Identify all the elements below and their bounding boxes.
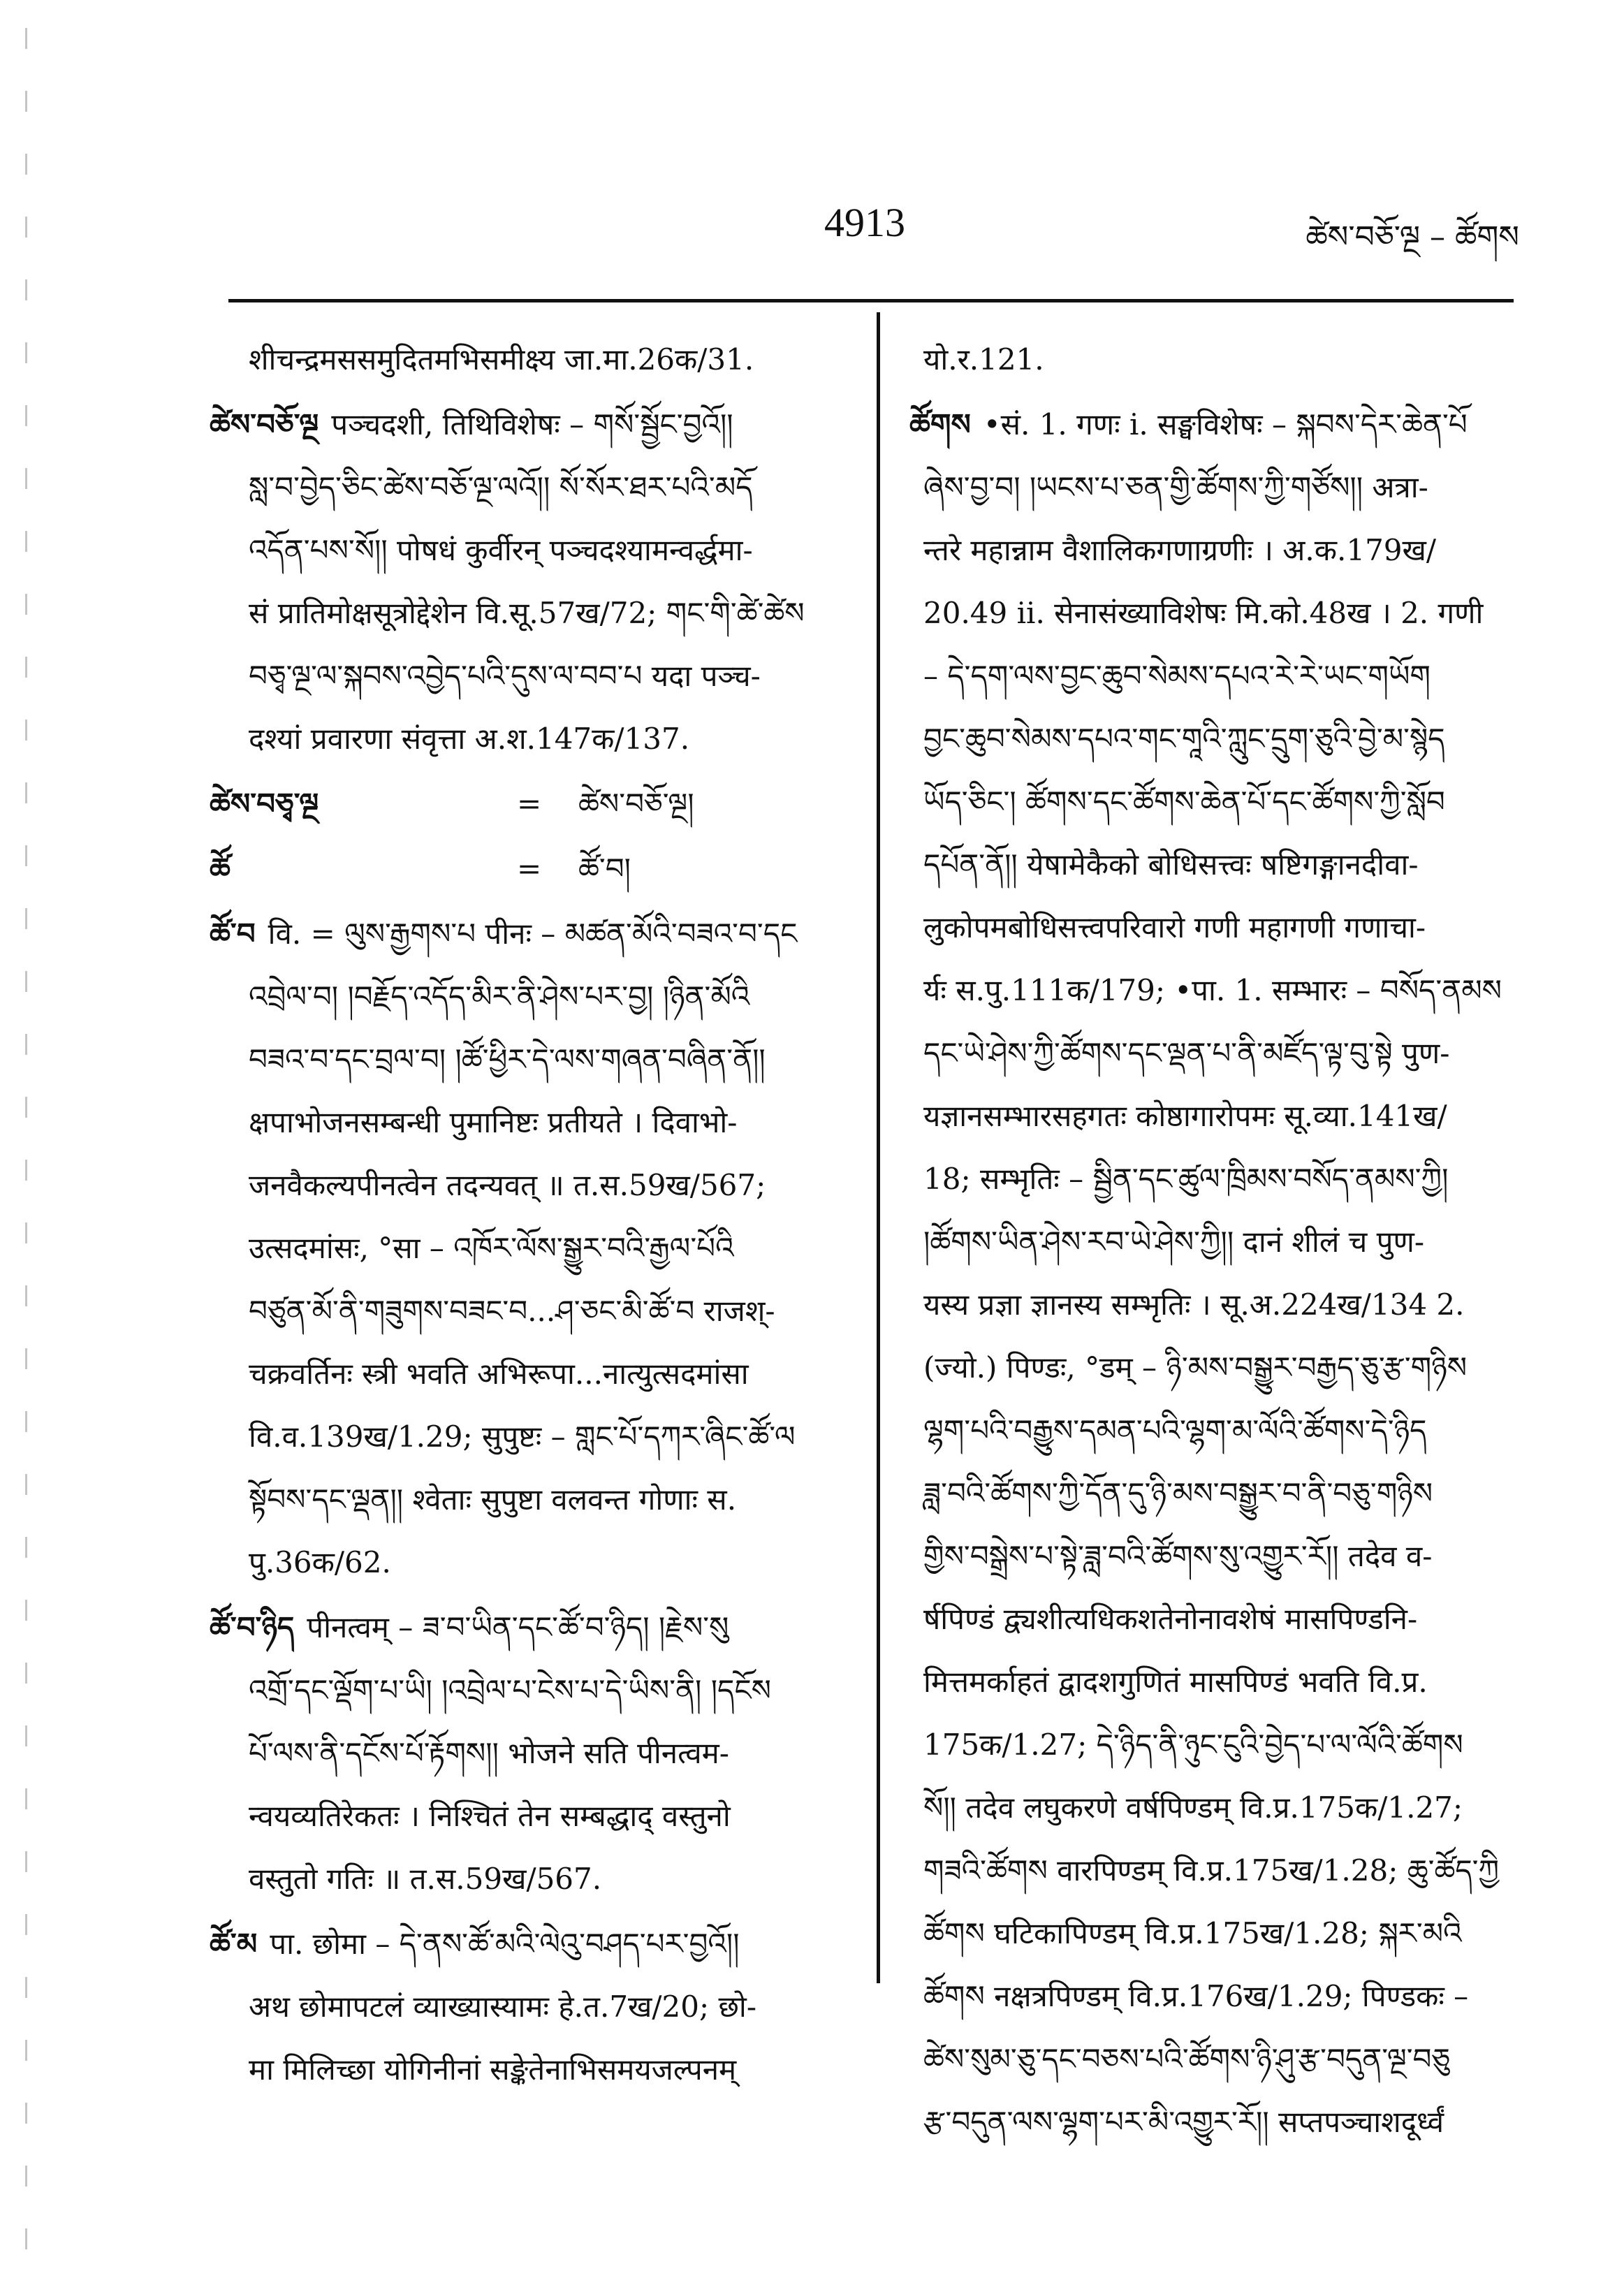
entry-line [210, 328, 863, 391]
running-head: ཚེས་བཅོ་ལྔ – ཚོགས [1305, 219, 1519, 255]
headword: ཚོ་མ [210, 1927, 258, 1961]
dictionary-entry [210, 903, 863, 1594]
entry-line [210, 1468, 863, 1531]
entry-line [210, 393, 863, 456]
entry-line [909, 393, 1517, 456]
right-column [909, 328, 1517, 2154]
headword: ཚོ [210, 852, 231, 886]
cross-reference-line [210, 773, 863, 835]
entry-text: न्वयव्यतिरेकतः । निश्चितं तेन सम्बद्धाद् वस्तुनो [249, 1799, 731, 1833]
entry-text: सं प्रातिमोक्षसूत्रोद्देशेन वि.सू.57ख/72; གང་གི་ཚེ་ཚེས [249, 596, 805, 630]
header-rule [228, 299, 1514, 302]
entry-text: སླ་བ་བྱེད་ཅིང་ཚེས་བཅོ་ལྔ་ལའོ།། སོ་སོར་ཐར་པའི་མདོ [249, 470, 753, 504]
entry-line [909, 708, 1517, 771]
entry-line [909, 1022, 1517, 1085]
entry-line [909, 771, 1517, 833]
entry-text: पु.36क/62. [249, 1545, 391, 1579]
entry-text: वि.व.139ख/1.29; सुपुष्टः – གླང་པོ་དཀར་ཞིང་ཚོ་ལ [249, 1419, 796, 1454]
entry-text: བཅྭ་ལྔ་ལ་སྐབས་འབྱེད་པའི་དུས་ལ་བབ་པ यदा पञ्च- [249, 659, 761, 693]
entry-text: चक्रवर्तिनः स्त्री भवति अभिरूपा...नात्युत्सदमांसा [249, 1357, 749, 1391]
entry-text: འདོན་པས་སོ།། पोषधं कुर्वीरन् पञ्चदश्यामन्वर्द्धमा- [249, 533, 753, 567]
entry-text: दश्यां प्रवारणा संवृत्ता अ.श.147क/137. [249, 722, 690, 756]
entry-line [210, 645, 863, 708]
entry-text: न्तरे महान्नाम वैशालिकगणाग्रणीः । अ.क.179ख/ [923, 533, 1437, 567]
entry-line [210, 456, 863, 519]
dictionary-entry [210, 773, 863, 835]
dictionary-entry [210, 393, 863, 771]
entry-line [210, 708, 863, 771]
headword: ཚེས་བཅོ་ལྔ [210, 407, 319, 441]
page-number: 4913 [824, 200, 905, 245]
entry-line [210, 1154, 863, 1217]
entry-text: སྟོབས་དང་ལྡན།། श्वेताः सुपुष्टा वलवन्त गोणाः स. [249, 1482, 737, 1517]
entry-line [909, 1336, 1517, 1399]
dictionary-entry [210, 1913, 863, 2101]
entry-line [909, 645, 1517, 708]
entry-text: ཟླ་བའི་ཚོགས་ཀྱི་དོན་དུ་ཉི་མས་བསྒྱུར་བ་ནི་བཅུ་གཉིས [923, 1476, 1433, 1510]
entry-line [909, 1399, 1517, 1462]
entry-text: 20.49 ii. सेनासंख्याविशेषः मि.को.48ख । 2. गणी [923, 596, 1484, 630]
entry-line [909, 1085, 1517, 1148]
entry-line [210, 1028, 863, 1091]
entry-text: मित्तमर्काहतं द्वादशगुणितं मासपिण्डं भवति वि.प्र. [923, 1665, 1428, 1699]
entry-line [210, 2038, 863, 2101]
entry-text: र्यः स.पु.111क/179; •पा. 1. सम्भारः – བསོད་ནམས [923, 973, 1502, 1007]
entry-line [210, 1785, 863, 1848]
entry-line [909, 1714, 1517, 1776]
entry-line [210, 1406, 863, 1468]
entry-line [909, 833, 1517, 896]
column-divider [877, 312, 880, 1983]
continued-entry [909, 328, 1517, 391]
entry-text: उत्सदमांसः, °सा – འཁོར་ལོས་སྒྱུར་བའི་རྒྱལ་པོའི [249, 1231, 734, 1265]
entry-text: अथ छोमापटलं व्याख्यास्यामः हे.त.7ख/20; छो- [249, 1990, 757, 2024]
equals-sign: = [517, 852, 542, 886]
entry-text: འབྲེལ་བ། །བརྗོད་འདོད་མིར་ནི་ཤེས་པར་བྱ། །ཉིན་མོའི [249, 979, 750, 1014]
entry-text: ཚེས་སུམ་ཅུ་དང་བཅས་པའི་ཚོགས་ཉི་ཤུ་རྩ་བདུན་ལྔ་བཅུ [923, 2042, 1451, 2076]
headword: ཚེས་བཅྭ་ལྔ [210, 787, 319, 821]
entry-text: བཙུན་མོ་ནི་གཟུགས་བཟང་བ...ཤ་ཅང་མི་ཚོ་བ राजश्- [249, 1294, 775, 1328]
entry-text: यज्ञानसम्भारसहगतः कोष्ठागारोपमः सू.व्या.141ख/ [923, 1099, 1447, 1133]
entry-text: ཡོད་ཅིང་། ཚོགས་དང་ཚོགས་ཆེན་པོ་དང་ཚོགས་ཀྱི་སློབ [923, 784, 1445, 819]
entry-line [909, 959, 1517, 1022]
entry-text: །ཚོགས་ཡིན་ཤེས་རབ་ཡེ་ཤེས་ཀྱི།། दानं शीलं च पुण- [923, 1225, 1425, 1259]
entry-text: •सं. 1. गणः i. सङ्घविशेषः – སྐབས་དེར་ཆེན་པོ [983, 407, 1468, 441]
entry-line [210, 1531, 863, 1594]
entry-line [909, 456, 1517, 519]
dictionary-entry [210, 1596, 863, 1911]
entry-text: पञ्चदशी, तिथिविशेषः – གསོ་སྦྱོང་བྱའོ།། [331, 407, 733, 441]
entry-text: मा मिलिच्छा योगिनीनां सङ्केतेनाभिसमयजल्पनम् [249, 2052, 737, 2087]
dictionary-entry [210, 838, 863, 900]
entry-line [909, 1651, 1517, 1714]
entry-line [909, 1965, 1517, 2028]
cross-reference-target: ཚོ་བ། [578, 852, 631, 886]
entry-text: लुकोपमबोधिसत्त्वपरिवारो गणी महागणी गणाचा- [923, 910, 1426, 944]
entry-text: ཚོགས नक्षत्रपिण्डम् वि.प्र.176ख/1.29; पिण्डकः – [923, 1979, 1469, 2013]
entry-text: རྩ་བདུན་ལས་ལྷག་པར་མི་འགྱུར་རོ།། सप्तपञ्चाशदूर्ध्वं [923, 2105, 1444, 2139]
entry-text: ཚོགས घटिकापिण्डम् वि.प्र.175ख/1.28; སྐར་མའི [923, 1916, 1462, 1950]
entry-text: 18; सम्भृतिः – སྦྱིན་དང་ཚུལ་ཁྲིམས་བསོད་ནམས་ཀྱི། [923, 1162, 1449, 1196]
headword: ཚོགས [909, 407, 971, 441]
entry-line [210, 1343, 863, 1406]
entry-text: वि. = ལུས་རྒྱགས་པ पीनः – མཚན་མོའི་བཟའ་བ་དང [268, 917, 798, 951]
entry-line [210, 1976, 863, 2038]
entry-text: པོ་ལས་ནི་དངོས་པོ་རྟོགས།། भोजने सति पीनत्वम- [249, 1736, 729, 1770]
entry-line [909, 519, 1517, 582]
entry-line [210, 1217, 863, 1280]
entry-line [909, 328, 1517, 391]
headword: ཚོ་བ [210, 917, 256, 951]
entry-line [210, 965, 863, 1028]
dictionary-entry [909, 393, 1517, 2154]
scan-margin-artifact [25, 28, 27, 2263]
entry-line [909, 582, 1517, 645]
entry-text: र्षपिण्डं द्व्यशीत्यधिकशतेनोनावशेषं मासपिण्डनि- [923, 1602, 1418, 1636]
entry-text: བྱང་ཆུབ་སེམས་དཔའ་གང་གཱའི་ཀླུང་དྲུག་ཅུའི་བྱེ་མ་སྙེད [923, 722, 1445, 756]
entry-line [909, 1588, 1517, 1651]
entry-text: སོ།། तदेव लघुकरणे वर्षपिण्डम् वि.प्र.175क/1.27; [923, 1790, 1463, 1825]
entry-text: 175क/1.27; དེ་ཉིད་ནི་ཉུང་ངུའི་བྱེད་པ་ལ་ལོའི་ཚོགས [923, 1728, 1463, 1762]
entry-line [909, 1273, 1517, 1336]
entry-line [210, 1913, 863, 1976]
entry-line [210, 1722, 863, 1785]
entry-text: གྱིས་བསྒྲེས་པ་སྟེ་ཟླ་བའི་ཚོགས་སུ་འགྱུར་རོ།། तदेव व- [923, 1539, 1433, 1573]
entry-line [210, 1848, 863, 1911]
entry-line [909, 1525, 1517, 1588]
entry-text: – དེ་དག་ལས་བྱང་ཆུབ་སེམས་དཔའ་རེ་རེ་ཡང་གཡོག [923, 659, 1431, 693]
cross-reference-line [210, 838, 863, 900]
entry-line [210, 1280, 863, 1343]
entry-line [909, 2028, 1517, 2091]
headword: ཚོ་བ་ཉིད [210, 1610, 295, 1644]
entry-line [909, 1148, 1517, 1211]
equals-sign: = [517, 787, 542, 821]
entry-line [909, 1902, 1517, 1965]
entry-text: क्षपाभोजनसम्बन्धी पुमानिष्टः प्रतीयते । दिवाभो- [249, 1105, 738, 1139]
entry-text: पा. छोमा – དེ་ནས་ཚོ་མའི་ལེའུ་བཤད་པར་བྱའོ།། [270, 1927, 740, 1961]
entry-line [909, 1839, 1517, 1902]
entry-line [909, 896, 1517, 959]
entry-line [210, 1091, 863, 1154]
entry-line [210, 582, 863, 645]
entry-text: ཞེས་བྱ་བ། །ཡངས་པ་ཅན་གྱི་ཚོགས་ཀྱི་གཙོས།། अत्रा- [923, 470, 1428, 504]
entry-text: བཟའ་བ་དང་བྲལ་བ། །ཚོ་ཕྱིར་དེ་ལས་གཞན་བཞིན་ནོ།། [249, 1042, 766, 1076]
entry-text: (ज्यो.) पिण्डः, °डम् – ཉི་མས་བསྒྱུར་བརྒྱད་ཅུ་རྩ་གཉིས [923, 1350, 1468, 1385]
entry-line [210, 903, 863, 965]
entry-text: यो.र.121. [923, 342, 1044, 377]
entry-text: གཟའི་ཚོགས वारपिण्डम् वि.प्र.175ख/1.28; ཆུ་ཚོད་ཀྱི [923, 1853, 1500, 1888]
entry-text: जनवैकल्यपीनत्वेन तदन्यवत् ॥ त.स.59ख/567; [249, 1168, 766, 1202]
entry-line [909, 1462, 1517, 1525]
entry-text: पीनत्वम् – ཟ་བ་ཡིན་དང་ཚོ་བ་ཉིད། །རྗེས་སུ [307, 1610, 729, 1644]
entry-text: शीचन्द्रमससमुदितमभिसमीक्ष्य जा.मा.26क/31. [249, 342, 754, 377]
entry-line [210, 519, 863, 582]
entry-line [909, 2091, 1517, 2154]
left-column [210, 328, 863, 2101]
entry-text: यस्य प्रज्ञा ज्ञानस्य सम्भृतिः । सू.अ.224ख/134 2. [923, 1287, 1465, 1322]
entry-line [210, 1659, 863, 1722]
continued-entry [210, 328, 863, 391]
entry-line [210, 1596, 863, 1659]
entry-line [909, 1776, 1517, 1839]
entry-text: ལྷག་པའི་བརྒྱུས་དམན་པའི་ལྷག་མ་ལོའི་ཚོགས་དེ་ཉིད [923, 1413, 1427, 1447]
entry-text: འགྲོ་དང་ལྡོག་པ་ཡི། །འབྲེལ་པ་ངེས་པ་དེ་ཡིས་ནི། །དངོས [249, 1673, 771, 1707]
cross-reference-target: ཚེས་བཅོ་ལྔ། [578, 787, 694, 821]
entry-line [909, 1211, 1517, 1273]
entry-text: वस्तुतो गतिः ॥ त.स.59ख/567. [249, 1862, 602, 1896]
entry-text: དཔོན་ནོ།། येषामेकैको बोधिसत्त्वः षष्टिगङ्गानदीवा- [923, 847, 1419, 882]
entry-text: དང་ཡེ་ཤེས་ཀྱི་ཚོགས་དང་ལྡན་པ་ནི་མཛོད་ལྟ་བུ་སྟེ पुण- [923, 1036, 1450, 1070]
